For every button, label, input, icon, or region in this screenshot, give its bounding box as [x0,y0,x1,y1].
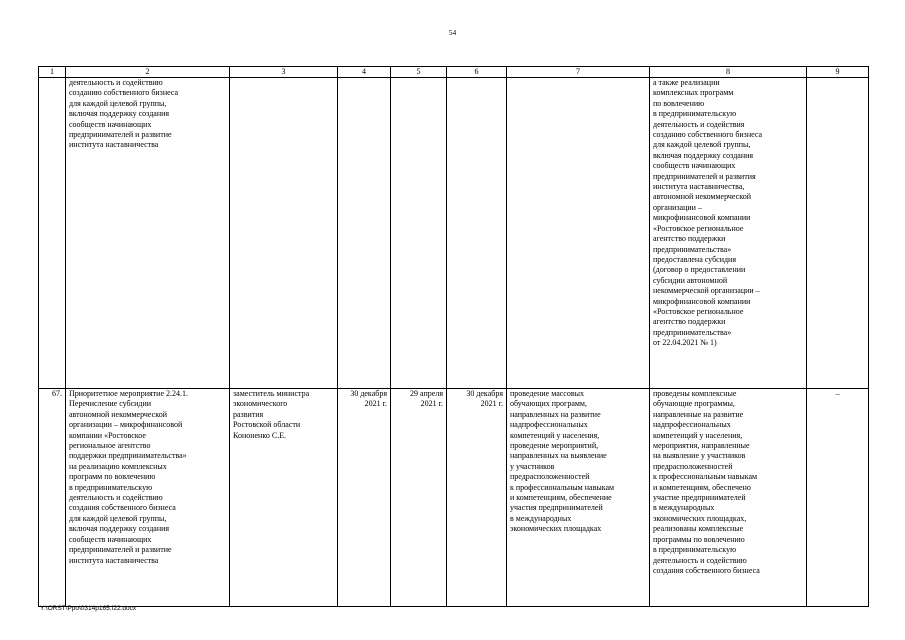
report-table [38,66,869,607]
header-cell-6: 6 [447,67,507,78]
header-cell-8: 8 [650,67,807,78]
header-cell-2: 2 [66,67,230,78]
cell-date-plan [338,78,391,389]
cell-responsible: заместитель министра экономического развития Ростовской области Кононенко С.Е. [230,389,338,607]
cell-activity: Приоритетное мероприятие 2.24.1. Перечисление субсидии автономной некоммерческой организации – микрофинансовой компании «Ростовское региональное агентство поддержки предпринимательства» на реализацию комплексных программ по вовлечению в предпринимательскую деятельность и содействию создания собственного бизнеса для каждой целевой группы, включая поддержку создания сообществ начинающих предпринимателей и развитие института наставничества [66,389,230,607]
cell-note: – [807,389,869,607]
cell-actual-result: а также реализации комплексных программ по вовлечению в предпринимательскую деятельность и содействия созданию собственного бизнеса для каждой целевой группы, включая поддержку создания сообществ начинающих предпринимателей и развития института наставничества, автономной некоммерческой организации – микрофинансовой компании «Ростовское региональное агентство поддержки предпринимательства» предоставлена субсидия (договор о предоставлении субсидии автономной некоммерческой организации – микрофинансовой компании «Ростовское региональное агентство поддержки предпринимательства» от 22.04.2021 № 1) [650,78,807,389]
header-cell-9: 9 [807,67,869,78]
cell-num [39,78,66,389]
header-cell-5: 5 [391,67,447,78]
header-cell-4: 4 [338,67,391,78]
page-number: 54 [448,28,457,37]
header-cell-3: 3 [230,67,338,78]
file-path-footer: Y:\ORST\Ppo\0314p165.f22.docx [40,605,137,612]
cell-expected-result [507,78,650,389]
cell-activity: деятельность и содействию созданию собственного бизнеса для каждой целевой группы, включая поддержку создания сообществ начинающих предпринимателей и развитие института наставничества [66,78,230,389]
table-row-continuation [39,78,869,389]
cell-num: 67. [39,389,66,607]
cell-note [807,78,869,389]
cell-expected-result: проведение массовых обучающих программ, направленных на развитие надпрофессиональных компетенций у населения, проведение мероприятий, направленных на выявление у участников предрасположенностей к профессиональным навыкам и компетенциям, обеспечение участия предпринимателей в международных экономических площадках [507,389,650,607]
cell-date-start: 29 апреля 2021 г. [391,389,447,607]
cell-date-plan: 30 декабря 2021 г. [338,389,391,607]
cell-actual-result: проведены комплексные обучающие программы, направленные на развитие надпрофессиональных компетенций у населения, мероприятия, направленные на выявление у участников предрасположенностей к профессиональным навыкам и компетенциям, обеспечено участие предпринимателей в международных экономических площадках, реализованы комплексные программы по вовлечению в предпринимательскую деятельность и содействию создания собственного бизнеса [650,389,807,607]
header-row [39,67,869,78]
table-row-67 [39,389,869,607]
cell-date-start [391,78,447,389]
header-cell-7: 7 [507,67,650,78]
header-cell-1: 1 [39,67,66,78]
cell-date-end [447,78,507,389]
cell-responsible [230,78,338,389]
cell-date-end: 30 декабря 2021 г. [447,389,507,607]
